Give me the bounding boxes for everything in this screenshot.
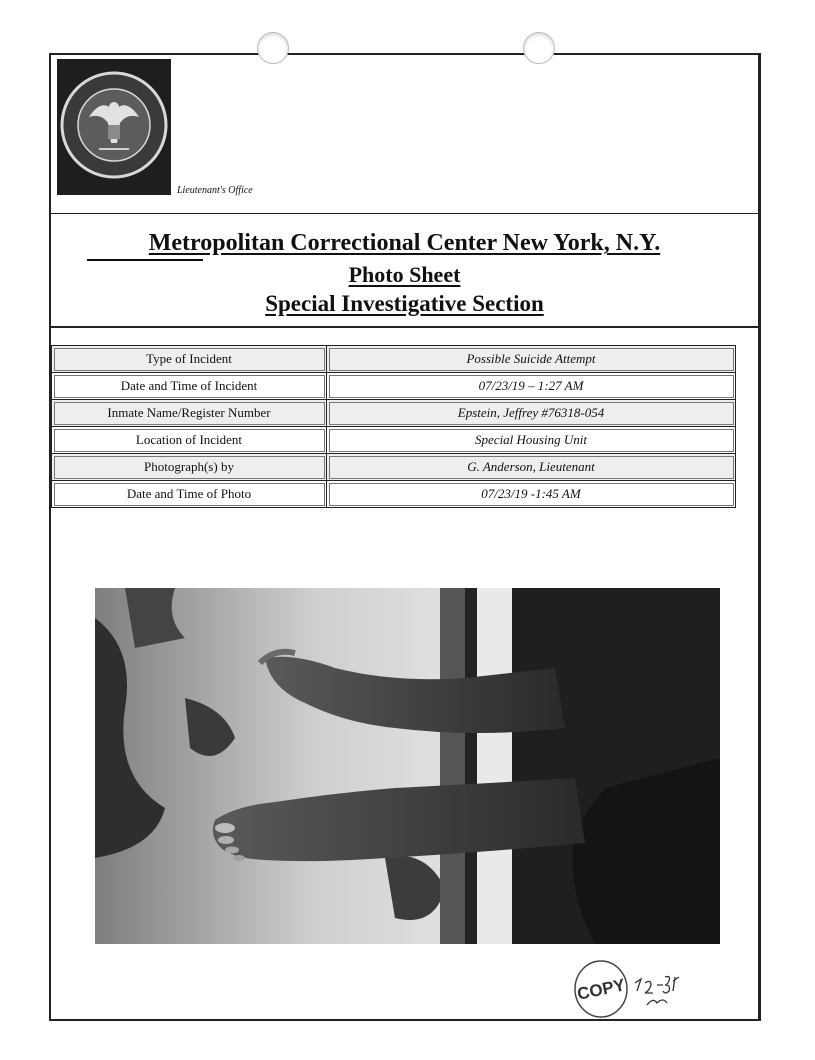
row-label: Inmate Name/Register Number <box>52 400 327 427</box>
photo-sheet <box>49 53 761 1021</box>
table-row <box>52 454 736 481</box>
section-title: Special Investigative Section <box>265 291 544 316</box>
title-rule <box>87 259 203 261</box>
row-label: Date and Time of Photo <box>52 481 327 508</box>
row-value: Special Housing Unit <box>327 427 736 454</box>
row-value: G. Anderson, Lieutenant <box>327 454 736 481</box>
row-value: Epstein, Jeffrey #76318-054 <box>327 400 736 427</box>
copy-stamp <box>573 955 683 1021</box>
punch-hole-right <box>523 32 555 64</box>
row-value: Possible Suicide Attempt <box>327 346 736 373</box>
row-value: 07/23/19 -1:45 AM <box>327 481 736 508</box>
table-row <box>52 400 736 427</box>
punch-hole-left <box>257 32 289 64</box>
table-row <box>52 373 736 400</box>
title-band <box>51 214 758 328</box>
doj-bop-seal <box>57 59 171 195</box>
incident-table <box>51 345 736 508</box>
table-row <box>52 427 736 454</box>
office-label: Lieutenant's Office <box>177 185 253 196</box>
row-label: Type of Incident <box>52 346 327 373</box>
header-band <box>51 55 758 214</box>
facility-title: Metropolitan Correctional Center New York, N.Y. <box>148 230 661 256</box>
table-row <box>52 481 736 508</box>
row-value: 07/23/19 – 1:27 AM <box>327 373 736 400</box>
svg-text:COPY: COPY <box>575 975 627 1004</box>
row-label: Date and Time of Incident <box>52 373 327 400</box>
table-row <box>52 346 736 373</box>
row-label: Location of Incident <box>52 427 327 454</box>
incident-photo <box>95 588 720 944</box>
row-label: Photograph(s) by <box>52 454 327 481</box>
sheet-title: Photo Sheet <box>348 262 461 287</box>
